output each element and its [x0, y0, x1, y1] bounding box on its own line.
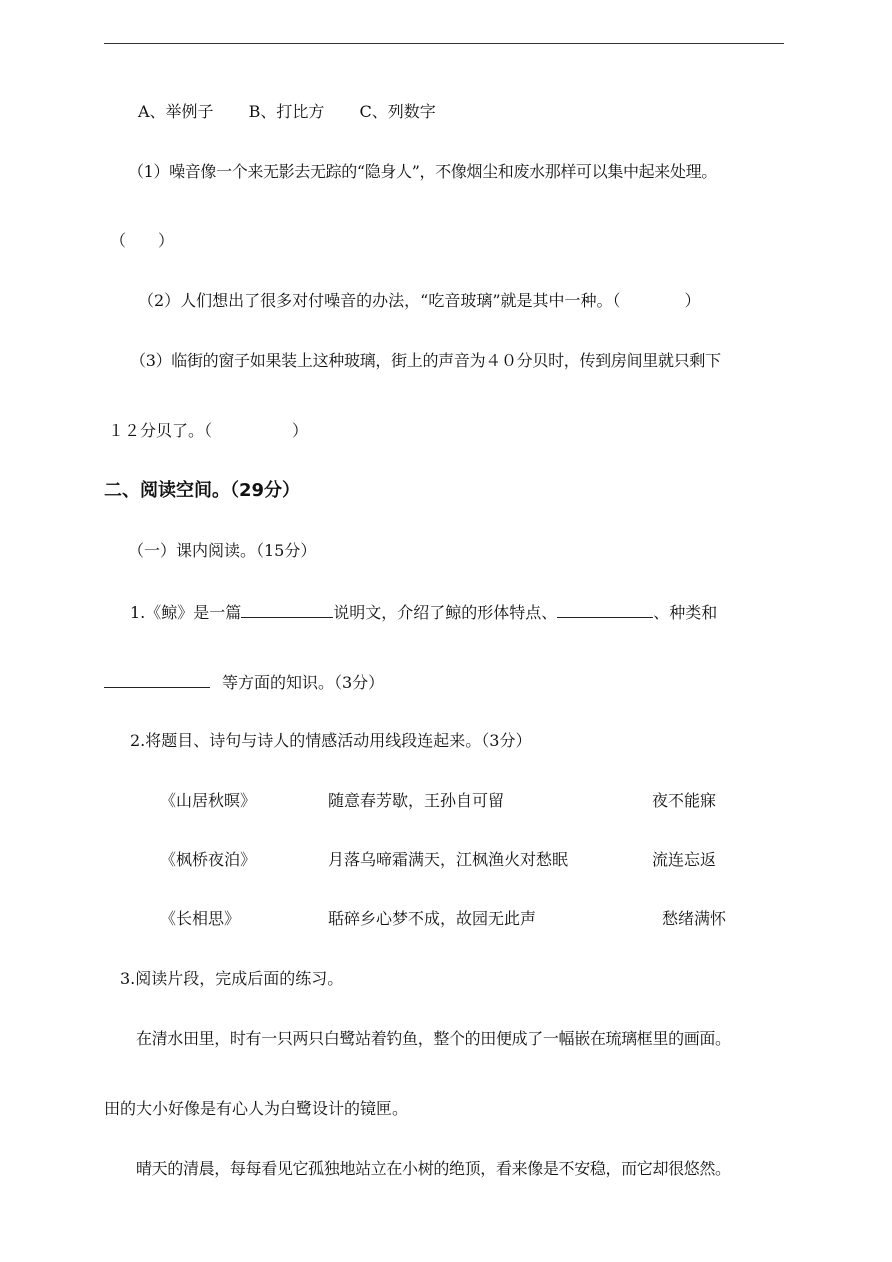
- fill-question-1: [130, 601, 717, 623]
- fill-question-1-part-3: 、种类和: [653, 603, 718, 622]
- question-3-line-2: １２分贝了。（ ）: [108, 421, 309, 440]
- section-2-title: 二、阅读空间。（29分）: [104, 480, 301, 501]
- options-line: [138, 102, 436, 122]
- subsection-1-title: （一）课内阅读。（15分）: [128, 541, 317, 560]
- passage-line-3: 晴天的清晨，每每看见它孤独地站立在小树的绝顶，看来像是不安稳，而它却很悠然。: [136, 1159, 731, 1178]
- reading-question-3: 3.阅读片段，完成后面的练习。: [120, 969, 344, 988]
- match-verse-2: 月落乌啼霜满天，江枫渔火对愁眠: [328, 850, 569, 869]
- match-title-1: 《山居秋暝》: [160, 791, 257, 810]
- blank-3[interactable]: [104, 671, 210, 688]
- question-1: （1）噪音像一个来无影去无踪的“隐身人”，不像烟尘和废水那样可以集中起来处理。: [128, 162, 717, 181]
- blank-2[interactable]: [557, 601, 653, 618]
- option-c: C、列数字: [359, 102, 436, 121]
- fill-question-1-part-1: 1.《鲸》是一篇: [130, 603, 242, 622]
- blank-1[interactable]: [241, 601, 333, 618]
- question-3-line-1: （3）临街的窗子如果装上这种玻璃，街上的声音为４０分贝时，传到房间里就只剩下: [130, 351, 721, 370]
- fill-question-1-continued: [104, 671, 384, 693]
- match-title-3: 《长相思》: [160, 909, 241, 928]
- fill-question-1-part-4: 等方面的知识。（3分）: [222, 673, 385, 692]
- fill-question-1-part-2: 说明文，介绍了鲸的形体特点、: [333, 603, 558, 622]
- passage-line-2: 田的大小好像是有心人为白鹭设计的镜匣。: [104, 1099, 409, 1118]
- option-b: B、打比方: [248, 102, 325, 121]
- question-2: （2）人们想出了很多对付噪音的办法，“吃音玻璃”就是其中一种。（ ）: [138, 291, 701, 310]
- matching-question: 2.将题目、诗句与诗人的情感活动用线段连起来。（3分）: [130, 731, 532, 750]
- passage-line-1: 在清水田里，时有一只两只白鹭站着钓鱼，整个的田便成了一幅嵌在琉璃框里的画面。: [136, 1029, 731, 1048]
- match-verse-3: 聒碎乡心梦不成，故园无此声: [328, 909, 537, 928]
- match-emotion-1: 夜不能寐: [652, 791, 717, 810]
- match-verse-1: 随意春芳歇，王孙自可留: [328, 791, 505, 810]
- header-rule: [104, 43, 784, 44]
- option-a: A、举例子: [138, 102, 214, 121]
- match-title-2: 《枫桥夜泊》: [160, 850, 257, 869]
- match-emotion-2: 流连忘返: [652, 850, 717, 869]
- match-emotion-3: 愁绪满怀: [662, 909, 727, 928]
- question-1-answer-paren: （ ）: [110, 231, 175, 250]
